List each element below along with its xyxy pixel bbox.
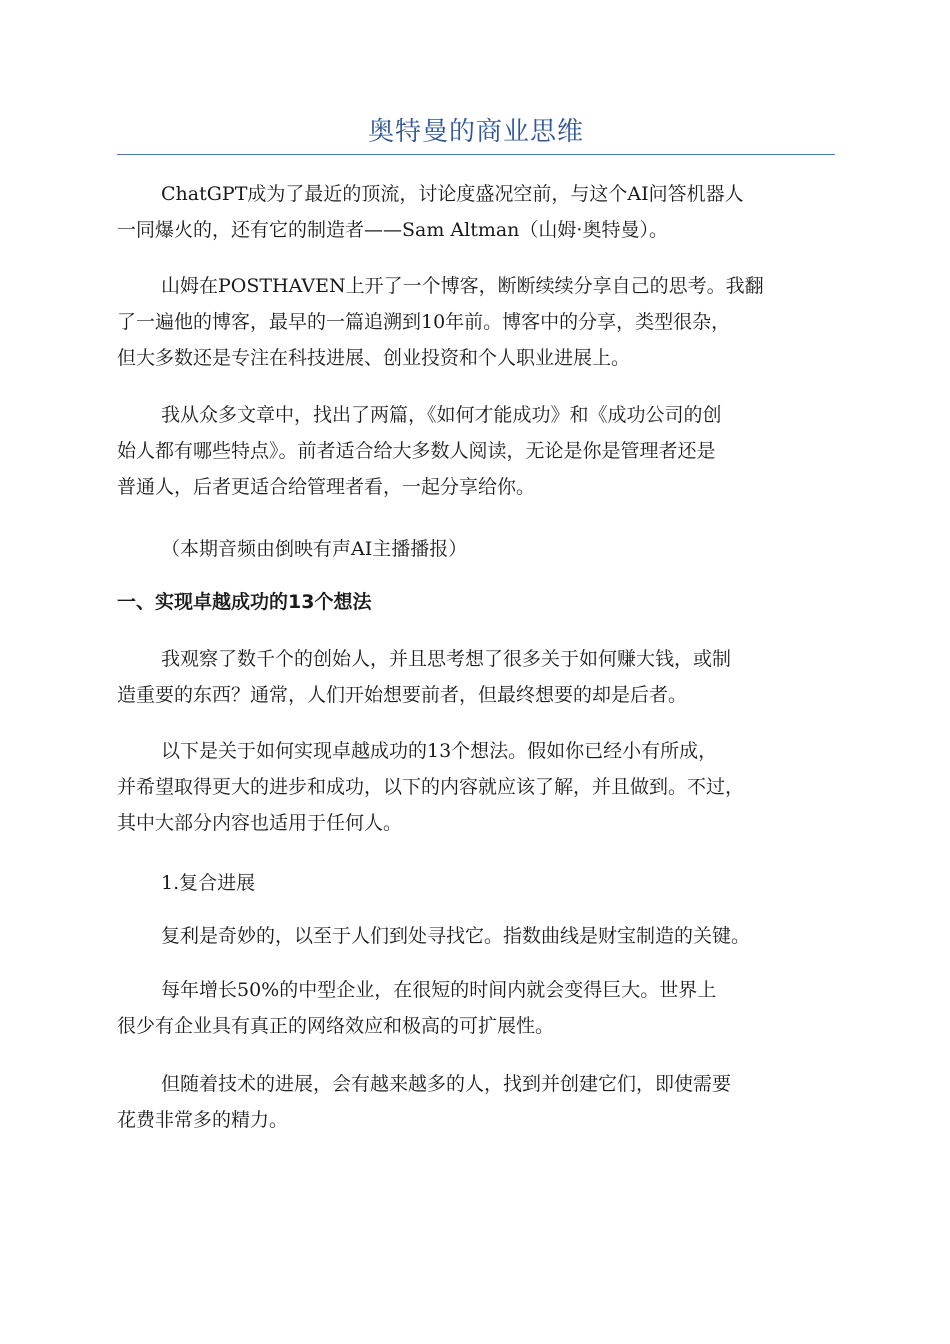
paragraph-line: 复利是奇妙的，以至于人们到处寻找它。指数曲线是财宝制造的关键。 [161, 925, 751, 947]
paragraph-line: 我观察了数千个的创始人，并且思考想了很多关于如何赚大钱，或制 [161, 648, 732, 670]
paragraph-line: ChatGPT成为了最近的顶流，讨论度盛况空前，与这个AI问答机器人 [161, 183, 744, 205]
section-heading: 一、实现卓越成功的13个想法 [117, 591, 372, 613]
paragraph-line: 了一遍他的博客，最早的一篇追溯到10年前。博客中的分享，类型很杂， [117, 311, 731, 333]
paragraph-compound [117, 918, 835, 954]
paragraph-audio-note [117, 531, 835, 567]
paragraph-line: （本期音频由倒映有声AI主播播报） [161, 538, 468, 560]
paragraph-growth [117, 972, 835, 1044]
paragraph-technology [117, 1066, 835, 1138]
paragraph-line: 以下是关于如何实现卓越成功的13个想法。假如你已经小有所成， [161, 740, 718, 762]
paragraph-subheading [117, 865, 835, 901]
paragraph-line: 普通人，后者更适合给管理者看，一起分享给你。 [117, 476, 536, 498]
paragraph-line: 花费非常多的精力。 [117, 1109, 289, 1131]
paragraph-line: 一同爆火的，还有它的制造者——Sam Altman（山姆·奥特曼）。 [117, 219, 668, 241]
paragraph-line: 我从众多文章中，找出了两篇，《如何才能成功》和《成功公司的创 [161, 404, 722, 426]
paragraph-line: 但大多数还是专注在科技进展、创业投资和个人职业进展上。 [117, 347, 631, 369]
paragraph-articles [117, 397, 835, 505]
paragraph-line: 山姆在POSTHAVEN上开了一个博客，断断续续分享自己的思考。我翻 [161, 275, 764, 297]
paragraph-line: 1.复合进展 [161, 872, 256, 894]
title-underline [117, 154, 835, 155]
paragraph-intro [117, 176, 835, 248]
paragraph-thirteen-ideas [117, 733, 835, 841]
document-page [117, 0, 835, 1344]
paragraph-line: 并希望取得更大的进步和成功，以下的内容就应该了解，并且做到。不过， [117, 776, 745, 798]
document-title: 奥特曼的商业思维 [367, 117, 584, 147]
paragraph-founders [117, 641, 835, 713]
paragraph-line: 始人都有哪些特点》。前者适合给大多数人阅读，无论是你是管理者还是 [117, 440, 716, 462]
paragraph-line: 造重要的东西？通常，人们开始想要前者，但最终想要的却是后者。 [117, 684, 688, 706]
paragraph-blog [117, 268, 835, 376]
paragraph-line: 但随着技术的进展，会有越来越多的人，找到并创建它们，即使需要 [161, 1073, 732, 1095]
paragraph-line: 很少有企业具有真正的网络效应和极高的可扩展性。 [117, 1015, 555, 1037]
paragraph-line: 每年增长50%的中型企业，在很短的时间内就会变得巨大。世界上 [161, 979, 717, 1001]
paragraph-line: 其中大部分内容也适用于任何人。 [117, 812, 403, 834]
